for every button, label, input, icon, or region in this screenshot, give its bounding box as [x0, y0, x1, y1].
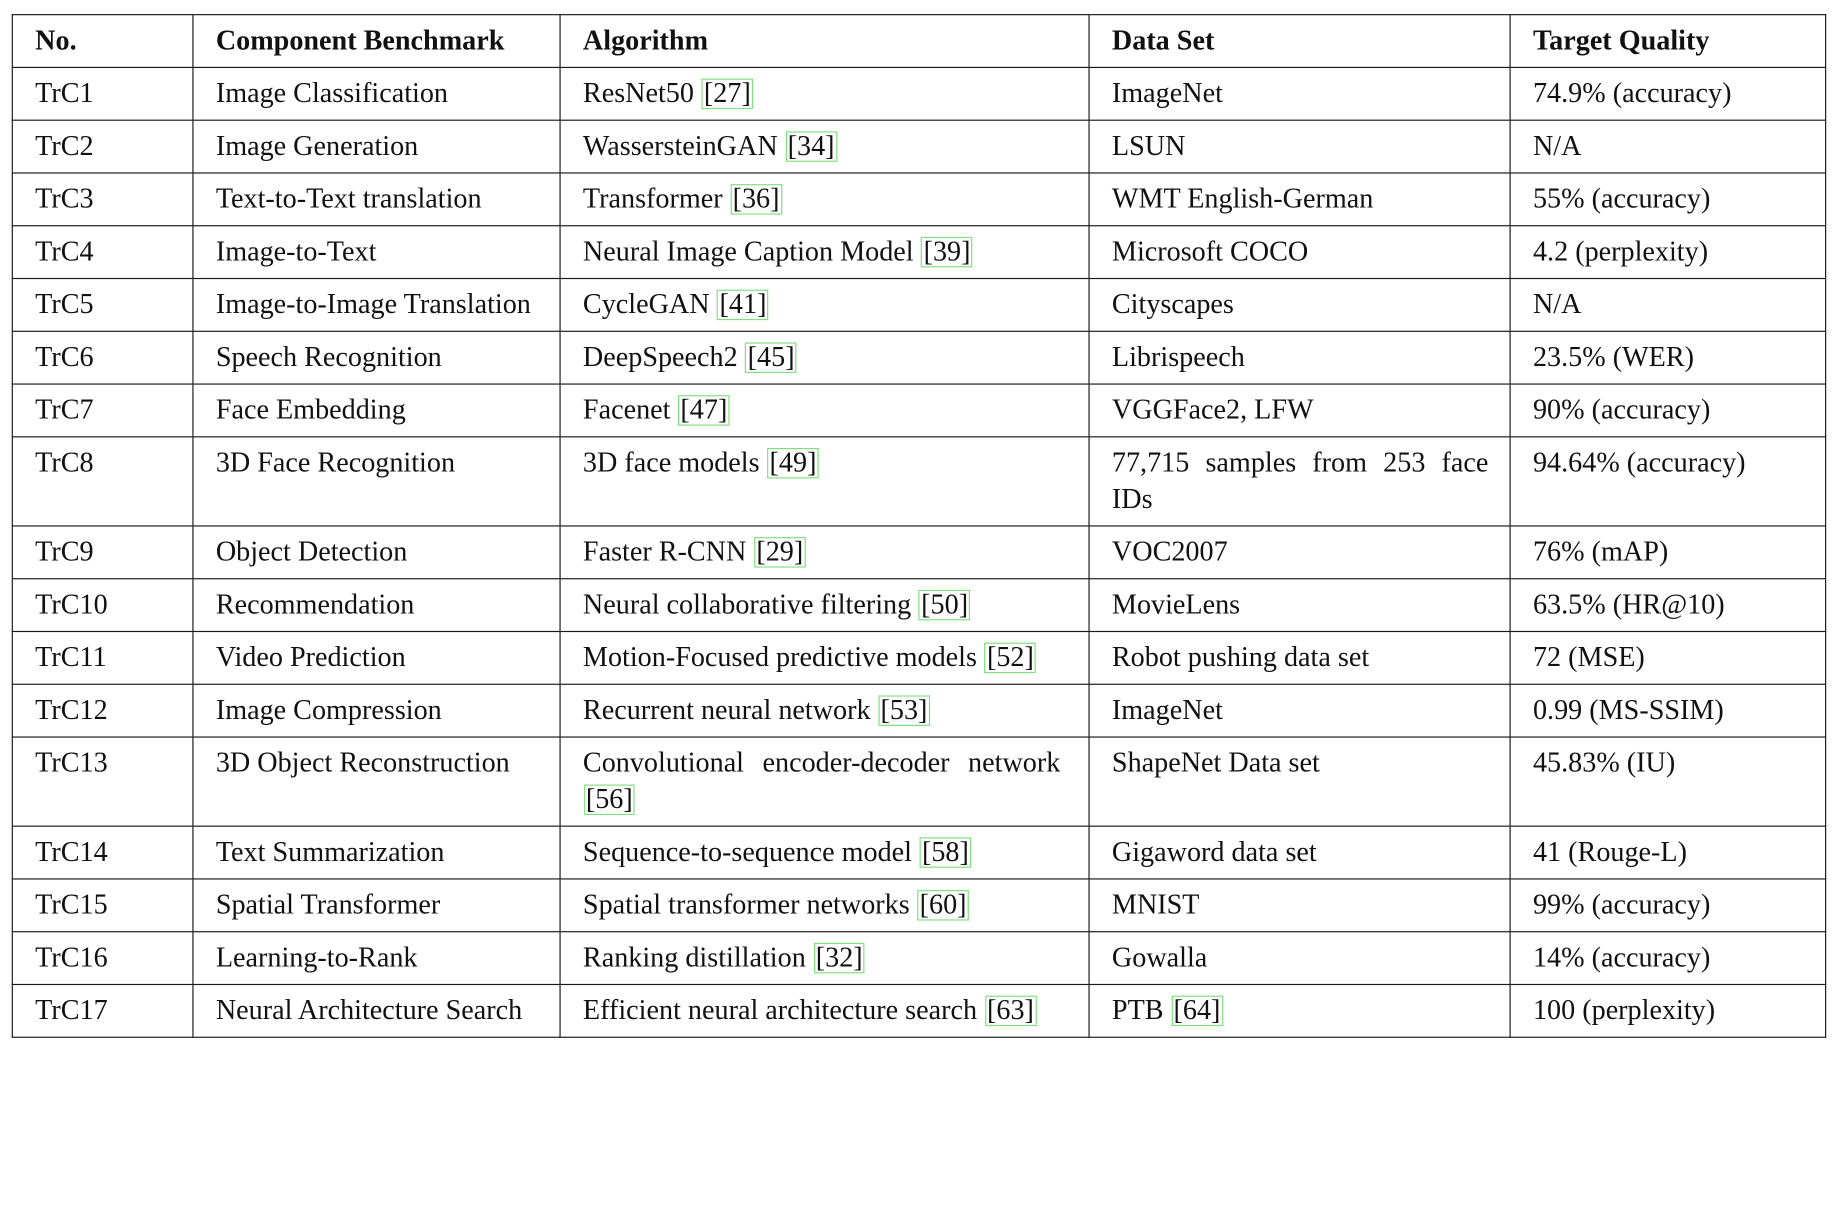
cell-no: [12, 631, 193, 684]
table-row: [12, 437, 1825, 526]
cell-no: [12, 579, 193, 632]
cell-no: [12, 737, 193, 826]
cell-no: [12, 826, 193, 879]
cell-algorithm: [560, 331, 1089, 384]
table-row: [12, 526, 1825, 579]
algorithm-text: Transformer: [582, 184, 723, 215]
table-row: [12, 120, 1825, 173]
quality-text: 90% (accuracy): [1532, 395, 1711, 426]
quality-text: 0.99 (MS-SSIM): [1532, 695, 1724, 726]
cell-no: [12, 67, 193, 120]
algorithm-text: Motion-Focused predictive models: [582, 642, 977, 674]
cell-algorithm: [560, 631, 1089, 684]
dataset-text: WMT English-German: [1111, 184, 1374, 215]
component-text: Object Detection: [215, 537, 408, 568]
citation-link[interactable]: [49]: [767, 448, 819, 478]
component-text: Image Compression: [215, 695, 442, 726]
cell-algorithm: [560, 737, 1089, 826]
citation-link[interactable]: [36]: [730, 184, 782, 214]
citation-link[interactable]: [60]: [917, 890, 969, 920]
cell-no: [12, 984, 193, 1037]
cell-no: [12, 932, 193, 985]
quality-text: 72 (MSE): [1532, 642, 1645, 674]
no-text: TrC13: [35, 748, 108, 779]
cell-quality: [1510, 526, 1826, 579]
component-text: Image Classification: [215, 78, 448, 110]
component-text: Image-to-Text: [215, 236, 377, 268]
algorithm-text: 3D face models: [582, 447, 760, 479]
no-text: TrC16: [35, 942, 108, 974]
cell-dataset: [1089, 984, 1510, 1037]
cell-no: [12, 879, 193, 932]
citation-link[interactable]: [53]: [878, 695, 930, 725]
component-text: 3D Face Recognition: [215, 447, 456, 479]
table-row: [12, 384, 1825, 437]
cell-component: [193, 173, 560, 226]
algorithm-text: ResNet50: [582, 78, 694, 110]
cell-dataset: [1089, 173, 1510, 226]
cell-dataset: [1089, 384, 1510, 437]
cell-dataset: [1089, 579, 1510, 632]
header-data-set: Data Set: [1089, 15, 1510, 68]
cell-quality: [1510, 684, 1826, 737]
dataset-text: MovieLens: [1111, 589, 1241, 621]
citation-link[interactable]: [50]: [919, 590, 971, 620]
no-text: TrC1: [35, 78, 94, 110]
header-no: No.: [12, 15, 193, 68]
cell-no: [12, 684, 193, 737]
quality-text: 41 (Rouge-L): [1532, 837, 1687, 868]
algorithm-text: Facenet: [582, 395, 671, 426]
algorithm-text: Faster R-CNN: [582, 537, 747, 568]
no-text: TrC17: [35, 995, 108, 1027]
dataset-text: Gigaword data set: [1111, 837, 1317, 868]
component-text: Video Prediction: [215, 642, 406, 674]
no-text: TrC3: [35, 184, 94, 215]
cell-algorithm: [560, 932, 1089, 985]
no-text: TrC7: [35, 395, 94, 426]
cell-quality: [1510, 279, 1826, 332]
table-row: [12, 331, 1825, 384]
quality-text: N/A: [1532, 289, 1582, 321]
cell-component: [193, 384, 560, 437]
no-text: TrC12: [35, 695, 108, 726]
cell-algorithm: [560, 437, 1089, 526]
citation-link[interactable]: [45]: [745, 342, 797, 372]
cell-dataset: [1089, 331, 1510, 384]
quality-text: 74.9% (accuracy): [1532, 78, 1732, 110]
dataset-citation-wrap: [1164, 996, 1224, 1026]
cell-algorithm: [560, 67, 1089, 120]
table-row: [12, 984, 1825, 1037]
cell-component: [193, 879, 560, 932]
table-row: [12, 826, 1825, 879]
cell-no: [12, 226, 193, 279]
algorithm-text: Convolutional encoder-decoder network: [582, 748, 1061, 779]
table-row: [12, 932, 1825, 985]
cell-dataset: [1089, 120, 1510, 173]
header-component-benchmark: Component Benchmark: [193, 15, 560, 68]
cell-no: [12, 384, 193, 437]
cell-dataset: [1089, 279, 1510, 332]
component-text: Text-to-Text translation: [215, 184, 482, 215]
component-text: Image-to-Image Translation: [215, 289, 531, 321]
header-target-quality: Target Quality: [1510, 15, 1826, 68]
cell-component: [193, 67, 560, 120]
citation-link[interactable]: [56]: [584, 785, 636, 815]
cell-quality: [1510, 331, 1826, 384]
cell-algorithm: [560, 984, 1089, 1037]
citation-link[interactable]: [58]: [920, 837, 972, 867]
component-text: Recommendation: [215, 589, 415, 621]
algorithm-text: Neural collaborative filtering: [582, 589, 912, 621]
quality-text: 4.2 (perplexity): [1532, 236, 1709, 268]
table-header-row: [12, 15, 1825, 68]
benchmark-table: [12, 14, 1826, 1038]
algorithm-text: WassersteinGAN: [582, 131, 778, 162]
dataset-text: MNIST: [1111, 890, 1200, 921]
component-text: Image Generation: [215, 131, 419, 162]
cell-no: [12, 279, 193, 332]
cell-component: [193, 684, 560, 737]
cell-dataset: [1089, 737, 1510, 826]
table-row: [12, 67, 1825, 120]
dataset-text: ImageNet: [1111, 78, 1223, 110]
header-algorithm: Algorithm: [560, 15, 1089, 68]
cell-dataset: [1089, 684, 1510, 737]
cell-dataset: [1089, 932, 1510, 985]
algorithm-text: Neural Image Caption Model: [582, 236, 914, 268]
algorithm-text: Spatial transformer networks: [582, 890, 910, 921]
cell-quality: [1510, 437, 1826, 526]
cell-component: [193, 579, 560, 632]
algorithm-text: CycleGAN: [582, 289, 710, 321]
table-row: [12, 631, 1825, 684]
dataset-text: Cityscapes: [1111, 289, 1234, 321]
no-text: TrC8: [35, 447, 94, 479]
cell-quality: [1510, 631, 1826, 684]
cell-quality: [1510, 67, 1826, 120]
component-text: Text Summarization: [215, 837, 445, 868]
citation-link[interactable]: [41]: [717, 290, 769, 320]
component-text: 3D Object Reconstruction: [215, 748, 510, 779]
cell-quality: [1510, 932, 1826, 985]
algorithm-text: Sequence-to-sequence model: [582, 837, 912, 868]
cell-component: [193, 279, 560, 332]
cell-algorithm: [560, 279, 1089, 332]
cell-quality: [1510, 579, 1826, 632]
table-row: [12, 279, 1825, 332]
cell-dataset: [1089, 67, 1510, 120]
dataset-text: Microsoft COCO: [1111, 236, 1309, 268]
cell-algorithm: [560, 526, 1089, 579]
algorithm-text: DeepSpeech2: [582, 342, 738, 373]
citation-link[interactable]: [34]: [785, 131, 837, 161]
cell-quality: [1510, 737, 1826, 826]
cell-dataset: [1089, 226, 1510, 279]
citation-link[interactable]: [32]: [813, 943, 865, 973]
citation-link[interactable]: [27]: [702, 79, 754, 109]
table-row: [12, 879, 1825, 932]
cell-component: [193, 331, 560, 384]
cell-algorithm: [560, 226, 1089, 279]
cell-component: [193, 526, 560, 579]
algorithm-text: Recurrent neural network: [582, 695, 871, 726]
cell-component: [193, 631, 560, 684]
citation-link[interactable]: [63]: [985, 996, 1037, 1026]
citation-link[interactable]: [29]: [754, 537, 806, 567]
dataset-text: 77,715 samples from 253 face IDs: [1111, 447, 1489, 515]
component-text: Neural Architecture Search: [215, 995, 523, 1027]
cell-quality: [1510, 173, 1826, 226]
component-text: Speech Recognition: [215, 342, 442, 373]
table-row: [12, 226, 1825, 279]
no-text: TrC15: [35, 890, 108, 921]
cell-no: [12, 173, 193, 226]
cell-no: [12, 120, 193, 173]
cell-quality: [1510, 826, 1826, 879]
quality-text: 94.64% (accuracy): [1532, 447, 1746, 479]
cell-no: [12, 526, 193, 579]
no-text: TrC5: [35, 289, 94, 321]
citation-link[interactable]: [39]: [921, 237, 973, 267]
table-row: [12, 173, 1825, 226]
table-row: [12, 684, 1825, 737]
cell-dataset: [1089, 526, 1510, 579]
cell-algorithm: [560, 579, 1089, 632]
cell-algorithm: [560, 684, 1089, 737]
algorithm-text: Ranking distillation: [582, 942, 806, 974]
cell-quality: [1510, 384, 1826, 437]
cell-quality: [1510, 879, 1826, 932]
quality-text: 14% (accuracy): [1532, 942, 1711, 974]
cell-quality: [1510, 984, 1826, 1037]
cell-dataset: [1089, 879, 1510, 932]
table-body: [12, 67, 1825, 1037]
dataset-text: VGGFace2, LFW: [1111, 395, 1314, 426]
cell-no: [12, 437, 193, 526]
dataset-text: ShapeNet Data set: [1111, 748, 1320, 779]
component-text: Face Embedding: [215, 395, 406, 426]
no-text: TrC14: [35, 837, 108, 868]
dataset-text: Robot pushing data set: [1111, 642, 1370, 674]
cell-quality: [1510, 120, 1826, 173]
cell-component: [193, 437, 560, 526]
cell-quality: [1510, 226, 1826, 279]
dataset-text: LSUN: [1111, 131, 1186, 162]
component-text: Learning-to-Rank: [215, 942, 418, 974]
cell-component: [193, 120, 560, 173]
dataset-text: ImageNet: [1111, 695, 1223, 726]
cell-dataset: [1089, 826, 1510, 879]
no-text: TrC6: [35, 342, 94, 373]
no-text: TrC9: [35, 537, 94, 568]
quality-text: 23.5% (WER): [1532, 342, 1695, 373]
no-text: TrC11: [35, 642, 107, 674]
table-row: [12, 737, 1825, 826]
cell-dataset: [1089, 631, 1510, 684]
algorithm-text: Efficient neural architecture search: [582, 995, 978, 1027]
quality-text: 99% (accuracy): [1532, 890, 1711, 921]
cell-component: [193, 737, 560, 826]
cell-dataset: [1089, 437, 1510, 526]
dataset-citation-link[interactable]: [64]: [1171, 996, 1223, 1026]
no-text: TrC10: [35, 589, 108, 621]
citation-link[interactable]: [52]: [985, 643, 1037, 673]
cell-algorithm: [560, 879, 1089, 932]
dataset-text: Gowalla: [1111, 942, 1208, 974]
cell-component: [193, 826, 560, 879]
cell-algorithm: [560, 826, 1089, 879]
quality-text: 100 (perplexity): [1532, 995, 1716, 1027]
quality-text: 45.83% (IU): [1532, 748, 1676, 779]
no-text: TrC4: [35, 236, 94, 268]
quality-text: 63.5% (HR@10): [1532, 589, 1725, 621]
cell-algorithm: [560, 120, 1089, 173]
component-text: Spatial Transformer: [215, 890, 441, 921]
cell-component: [193, 932, 560, 985]
cell-no: [12, 331, 193, 384]
quality-text: 55% (accuracy): [1532, 184, 1711, 215]
quality-text: 76% (mAP): [1532, 537, 1669, 568]
citation-link[interactable]: [47]: [678, 395, 730, 425]
dataset-text: VOC2007: [1111, 537, 1228, 568]
no-text: TrC2: [35, 131, 94, 162]
cell-component: [193, 226, 560, 279]
cell-component: [193, 984, 560, 1037]
dataset-text: Librispeech: [1111, 342, 1245, 373]
quality-text: N/A: [1532, 131, 1582, 162]
cell-algorithm: [560, 384, 1089, 437]
table-row: [12, 579, 1825, 632]
cell-algorithm: [560, 173, 1089, 226]
dataset-text: PTB: [1111, 995, 1164, 1027]
